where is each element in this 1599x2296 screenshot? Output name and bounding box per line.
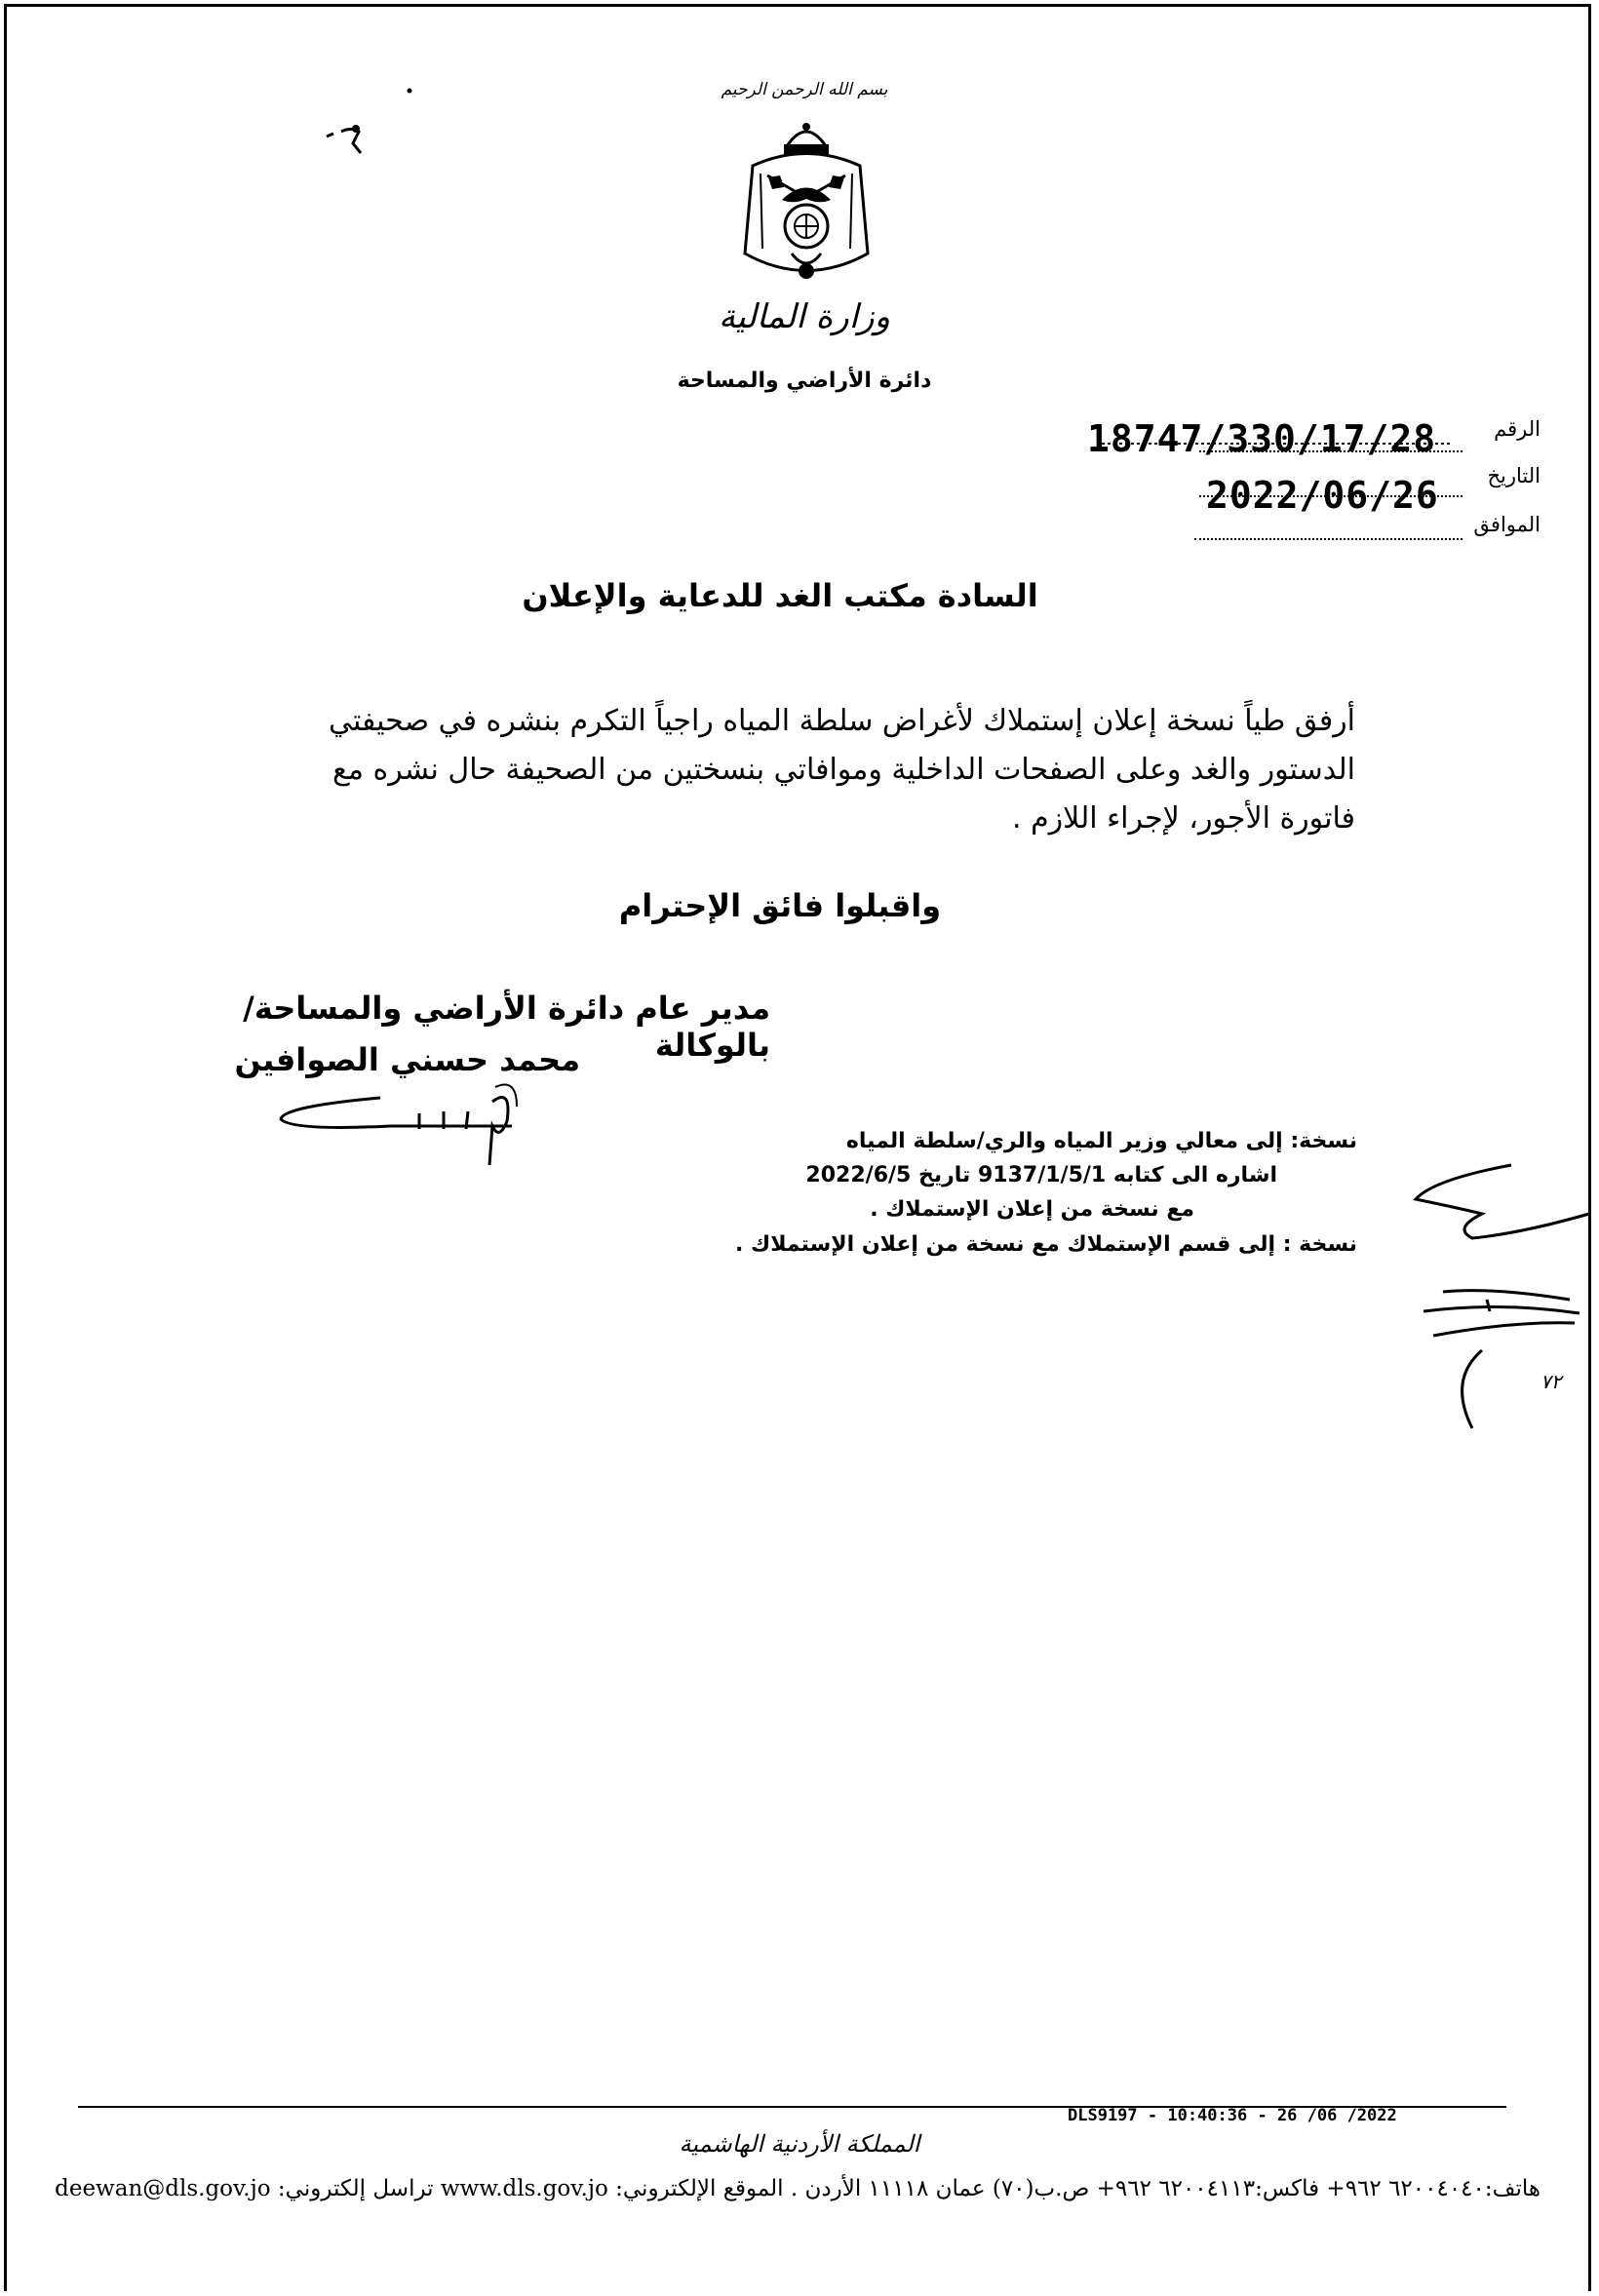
copy-line-3: مع نسخة من إعلان الإستملاك . [870,1197,1194,1222]
signatory-name: محمد حسني الصوافين [234,1041,580,1078]
copy-line-1: نسخة: إلى معالي وزير المياه والري/سلطة المياه [845,1129,1357,1153]
body-line-1: أرفق طياً نسخة إعلان إستملاك لأغراض سلطة المياه راجياً التكرم بنشره في صحيفتي [328,704,1355,738]
corresponding-date-line [1194,538,1462,540]
closing-text: واقبلوا فائق الإحترام [618,887,942,924]
print-stamp: DLS9197 - 10:40:36 - 26 /06 /2022 [1068,2106,1397,2125]
handwritten-signature [273,1082,526,1180]
ministry-name: وزارة المالية [719,297,890,336]
coat-of-arms-emblem [733,117,879,288]
handwritten-margin-initials [1404,1155,1599,1438]
copy-line-2: اشاره الى كتابه 9137/1/5/1 تاريخ 2022/6/5 [805,1163,1277,1187]
date-label: التاريخ [1487,464,1540,487]
date-value: 2022/06/26 [1206,474,1439,517]
corresponding-date-label: الموافق [1473,513,1540,536]
margin-note: ٧٢ [1540,1370,1562,1393]
reference-number-value: 18747/330/17/28 [1087,417,1437,460]
stray-marks [322,83,419,161]
reference-strike-marks [1102,434,1453,453]
reference-number-label: الرقم [1494,417,1540,441]
bismillah-text: بسم الله الرحمن الرحيم [721,80,888,99]
copy-line-4: نسخة : إلى قسم الإستملاك مع نسخة من إعلان الإستملاك . [735,1232,1357,1257]
salutation: السادة مكتب الغد للدعاية والإعلان [522,577,1038,614]
footer-contact-info: هاتف:٦٢٠٠٤٠٤٠ ٩٦٢+ فاكس:٦٢٠٠٤١١٣ ٩٦٢+ ص.ب(٧٠) عمان ١١١١٨ الأردن . الموقع الإلكتروني: www.dls.gov.jo تراسل إلكتروني: deewan@dls.gov.jo [55,2176,1540,2201]
body-line-3: فاتورة الأجور، لإجراء اللازم . [1012,801,1355,836]
body-line-2: الدستور والغد وعلى الصفحات الداخلية وموافاتي بنسختين من الصحيفة حال نشره مع [332,753,1355,787]
department-name: دائرة الأراضي والمساحة [677,369,932,393]
footer-kingdom-name: المملكة الأردنية الهاشمية [679,2130,920,2158]
signatory-title: مدير عام دائرة الأراضي والمساحة/بالوكالة [243,990,770,1064]
